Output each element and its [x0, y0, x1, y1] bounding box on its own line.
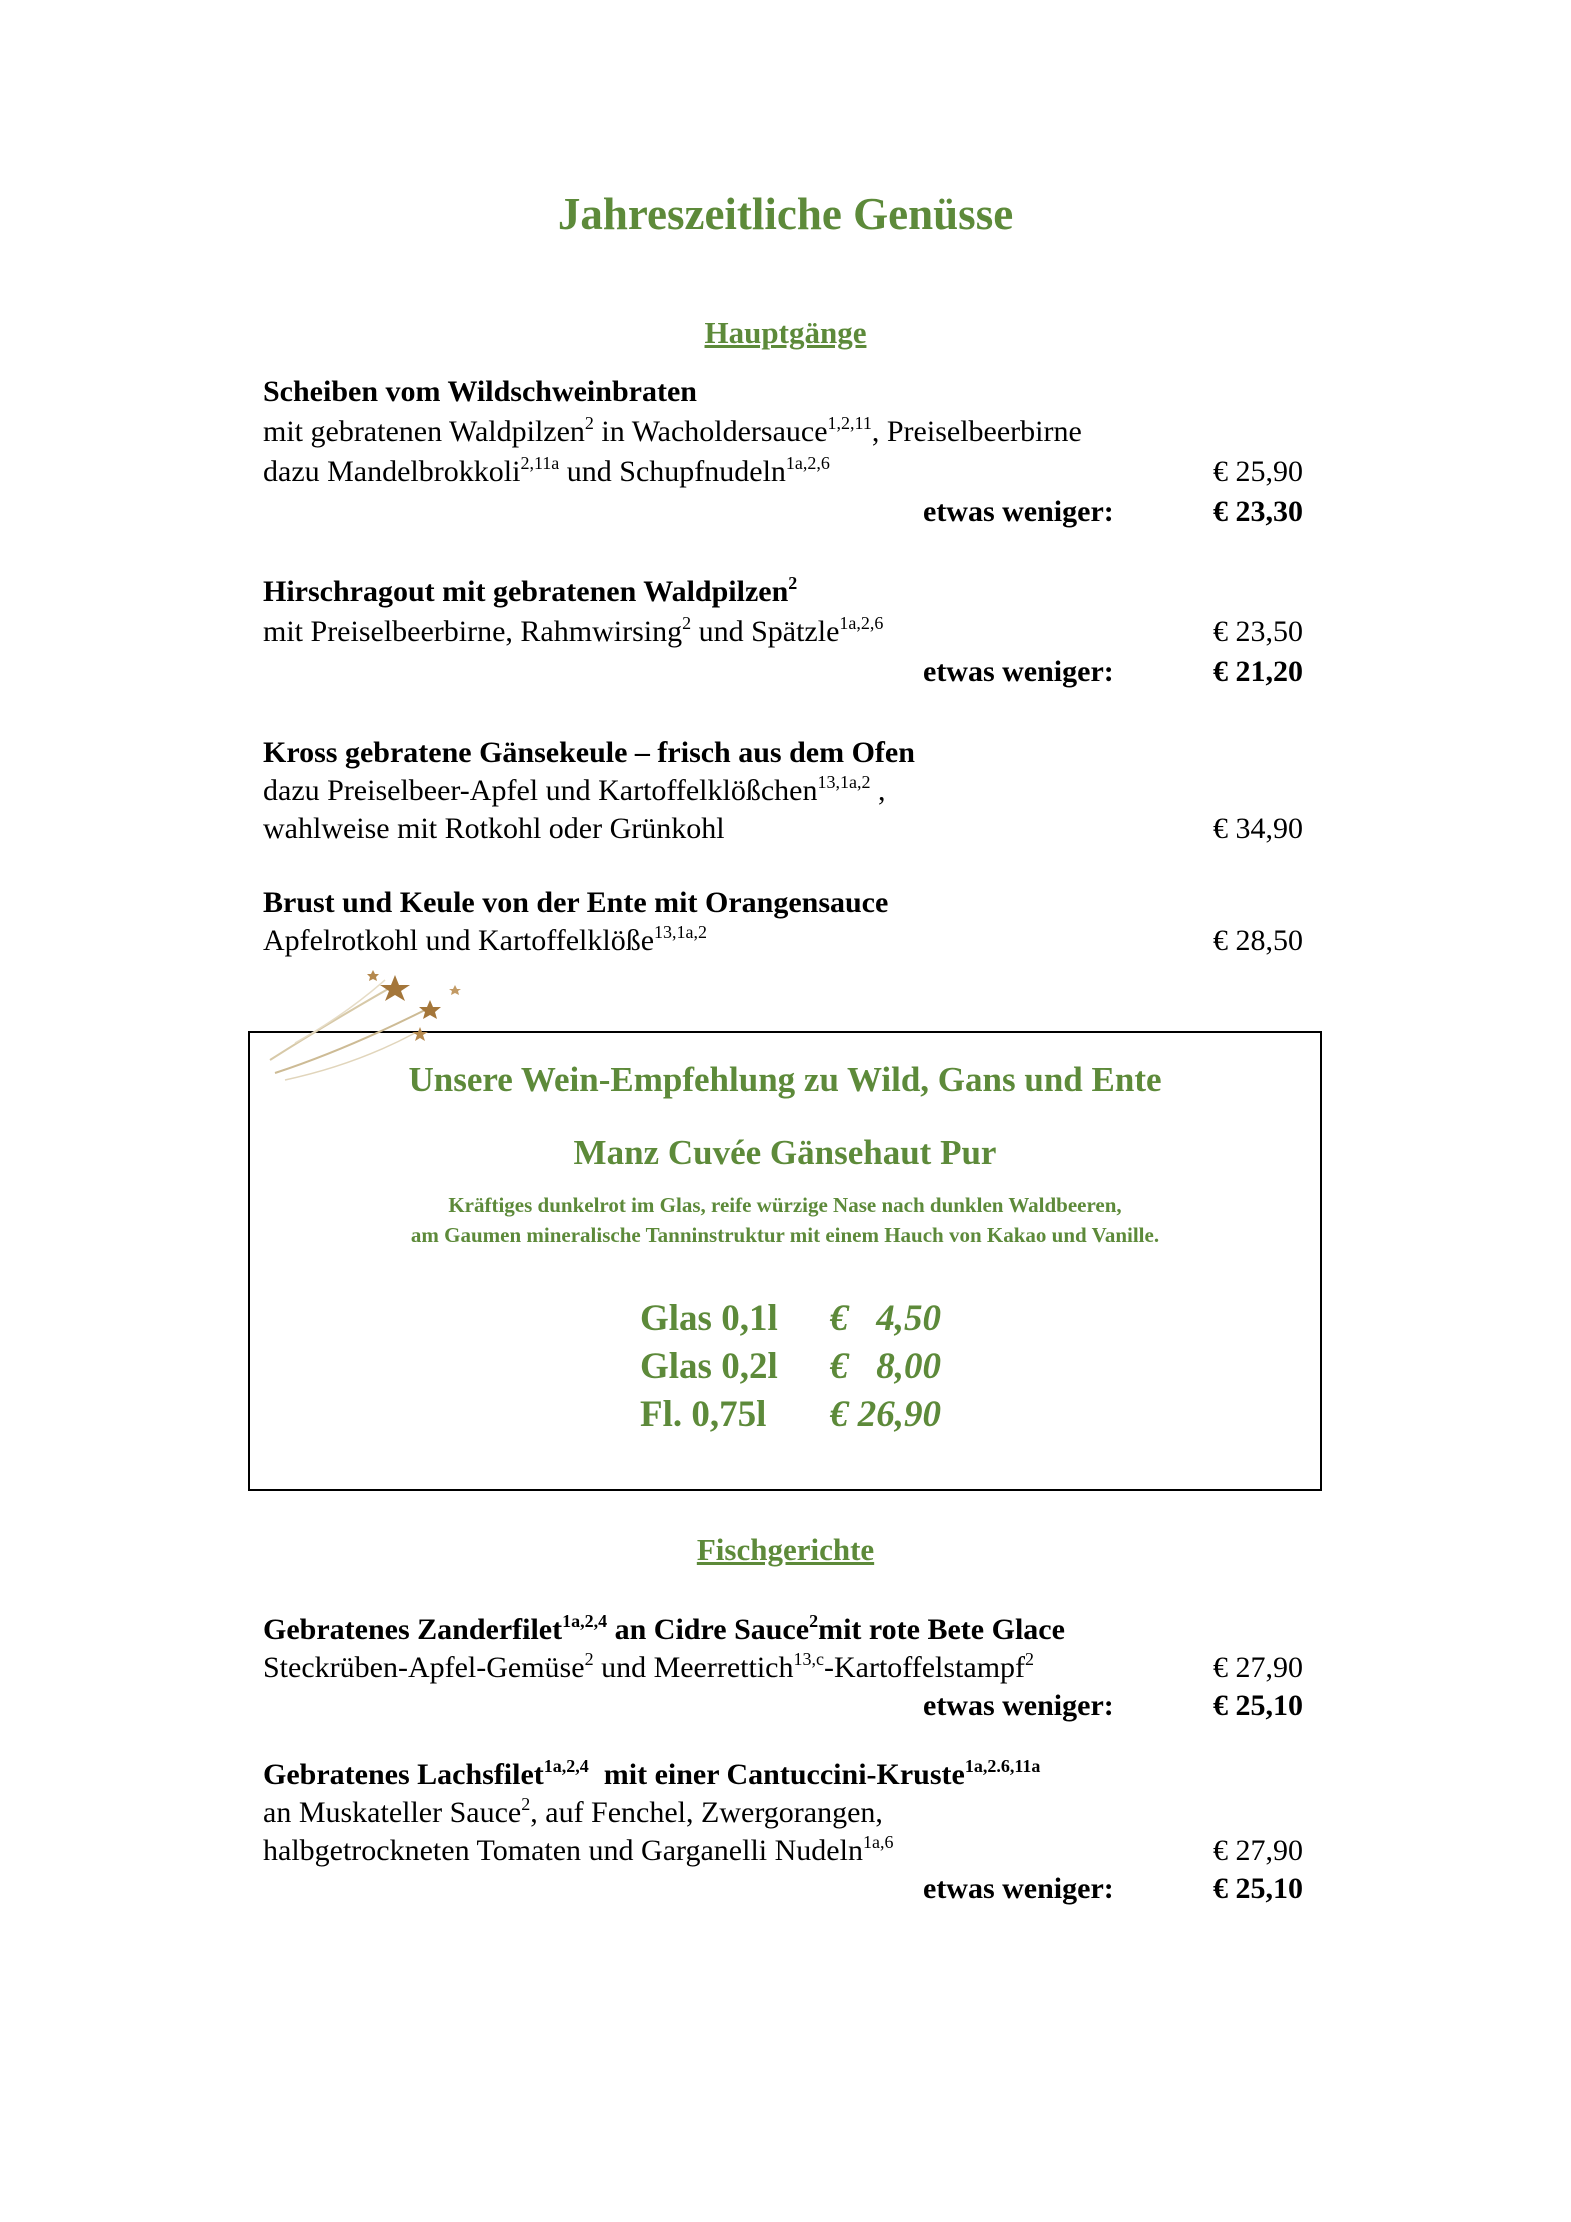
dish-hirschragout — [263, 572, 1303, 692]
dish-name: Scheiben vom Wildschweinbraten — [263, 375, 697, 408]
price: € 23,50 — [1213, 615, 1303, 648]
dish-ente — [263, 883, 1303, 959]
less-price: € 23,30 — [1213, 495, 1303, 528]
wine-name: Manz Cuvée Gänsehaut Pur — [573, 1133, 997, 1172]
dish-description: mit Preiselbeerbirne, Rahmwirsing$^2$ und Spätzle$^{1a,2,6}$ € 23,50 — [263, 612, 1303, 652]
section-heading-main: Hauptgänge — [704, 315, 867, 350]
section-heading-fish: Fischgerichte — [696, 1532, 875, 1567]
dish-description: Steckrüben-Apfel-Gemüse$^2$ und Meerrettich$^{13,c}$-Kartoffelstampf$^2$ € 27,90 — [263, 1648, 1303, 1686]
dish-description: halbgetrockneten Tomaten und Garganelli Nudeln$^{1a,6}$ € 27,90 — [263, 1831, 1303, 1869]
price: € 27,90 — [1213, 1651, 1303, 1684]
less-label: etwas weniger: — [923, 1872, 1114, 1905]
shooting-stars-icon — [265, 955, 475, 1085]
dish-description: Apfelrotkohl und Kartoffelklöße$^{13,1a,2}$ € 28,50 — [263, 921, 1303, 959]
dish-name: Kross gebratene Gänsekeule – frisch aus dem Ofen — [263, 736, 915, 769]
dish-name: Brust und Keule von der Ente mit Orangensauce — [263, 886, 889, 919]
dish-gaensekeule — [263, 733, 1303, 847]
dish-name: Hirschragout mit gebratenen Waldpilzen$^2$ — [263, 573, 798, 608]
dish-name: Gebratenes Lachsfilet$^{1a,2,4}$ mit einer Cantuccini-Kruste$^{1a,2.6,11a}$ — [263, 1756, 1041, 1791]
dish-description: an Muskateller Sauce$^2$, auf Fenchel, Zwergorangen, — [263, 1794, 883, 1829]
wine-price-row: Glas 0,1l € 4,50 — [640, 1298, 941, 1339]
price: € 27,90 — [1213, 1834, 1303, 1867]
less-price: € 25,10 — [1213, 1689, 1303, 1722]
dish-name: Gebratenes Zanderfilet$^{1a,2,4}$ an Cidre Sauce$^2$mit rote Bete Glace — [263, 1611, 1065, 1646]
price: € 28,50 — [1213, 924, 1303, 957]
dish-description: dazu Mandelbrokkoli$^{2,11a}$ und Schupfnudeln$^{1a,2,6}$ € 25,90 — [263, 452, 1303, 492]
wine-price-list — [640, 1295, 960, 1439]
wine-description: am Gaumen mineralische Tanninstruktur mit einem Hauch von Kakao und Vanille. — [410, 1223, 1160, 1247]
wine-price-row: Fl. 0,75l € 26,90 — [640, 1394, 941, 1435]
dish-description: wahlweise mit Rotkohl oder Grünkohl € 34,90 — [263, 809, 1303, 847]
dish-zanderfilet — [263, 1610, 1303, 1724]
dish-description: mit gebratenen Waldpilzen$^2$ in Wacholdersauce$^{1,2,11}$, Preiselbeerbirne — [263, 413, 1082, 448]
price: € 25,90 — [1213, 455, 1303, 488]
less-label: etwas weniger: — [923, 495, 1114, 528]
less-label: etwas weniger: — [923, 1689, 1114, 1722]
dish-lachsfilet — [263, 1755, 1303, 1907]
price: € 34,90 — [1213, 812, 1303, 845]
less-price: € 25,10 — [1213, 1872, 1303, 1905]
wine-heading: Unsere Wein-Empfehlung zu Wild, Gans und Ente — [408, 1060, 1162, 1099]
less-label: etwas weniger: — [923, 655, 1114, 688]
dish-description: dazu Preiselbeer-Apfel und Kartoffelklößchen$^{13,1a,2}$ , — [263, 772, 886, 807]
wine-description: Kräftiges dunkelrot im Glas, reife würzige Nase nach dunklen Waldbeeren, — [448, 1193, 1122, 1217]
wine-price-row: Glas 0,2l € 8,00 — [640, 1346, 941, 1387]
page-title: Jahreszeitliche Genüsse — [557, 189, 1014, 239]
dish-wildschwein — [263, 372, 1303, 532]
less-price: € 21,20 — [1213, 655, 1303, 688]
wine-recommendation-box — [248, 1031, 1322, 1491]
